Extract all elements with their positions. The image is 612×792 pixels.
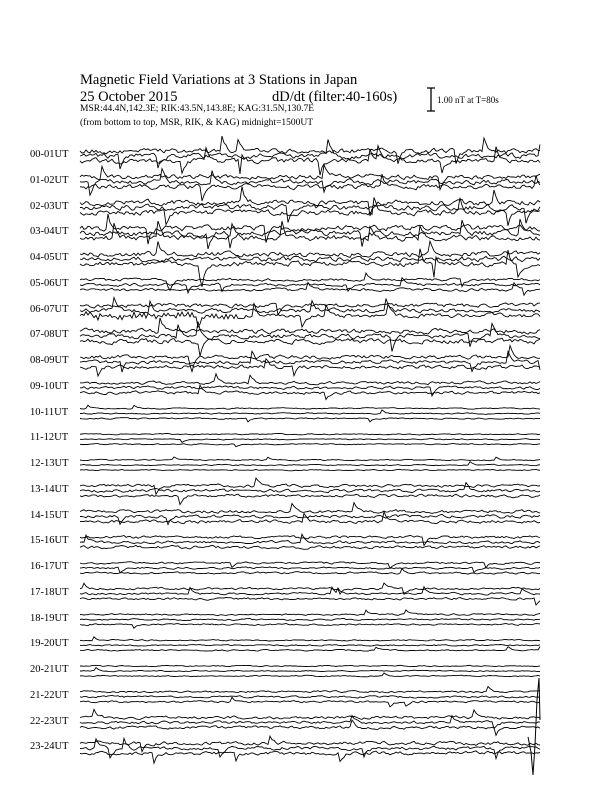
hour-label-00-01ut: 00-01UT [30,149,69,160]
hour-label-21-22ut: 21-22UT [30,689,69,701]
trace-rik-21-22ut [80,695,540,698]
trace-rik-18-19ut [80,619,540,621]
trace-kag-10-11ut [80,418,540,422]
hour-label-02-03ut: 02-03UT [30,200,69,212]
trace-rik-10-11ut [80,410,540,415]
hour-label-08-09ut: 08-09UT [30,355,69,366]
trace-msr-07-08ut [80,318,540,334]
trace-msr-10-11ut [80,405,540,409]
trace-kag-14-15ut [80,512,540,524]
hour-label-19-20ut: 19-20UT [30,638,69,650]
hour-label-14-15ut: 14-15UT [30,509,69,521]
hour-label-05-06ut: 05-06UT [30,277,69,289]
trace-rik-12-13ut [80,462,540,466]
trace-rik-20-21ut [80,668,540,672]
chart-title: Magnetic Field Variations at 3 Stations in Japan [80,72,358,88]
hour-label-13-14ut: 13-14UT [30,483,69,495]
trace-msr-03-04ut [80,214,540,244]
hour-label-23-24ut: 23-24UT [30,741,69,753]
hour-label-12-13ut: 12-13UT [30,458,69,469]
trace-kag-13-14ut [80,494,540,505]
stations-label: MSR:44.4N,142.3E; RIK:43.5N,143.8E; KAG:31.5N,130.7E [80,104,315,114]
hour-label-01-02ut: 01-02UT [30,174,69,186]
trace-msr-11-12ut [80,434,540,436]
trace-rik-08-09ut [80,351,540,372]
hour-label-06-07ut: 06-07UT [30,303,69,315]
trace-rik-06-07ut [80,298,540,314]
trace-kag-16-17ut [80,569,540,575]
hour-label-18-19ut: 18-19UT [30,612,69,624]
hour-label-09-10ut: 09-10UT [30,380,69,392]
trace-rik-07-08ut [80,322,540,352]
hour-label-16-17ut: 16-17UT [30,561,69,572]
trace-kag-22-23ut [80,720,540,735]
trace-rik-09-10ut [80,386,540,396]
trace-kag-17-18ut [80,597,540,605]
hour-label-20-21ut: 20-21UT [30,664,69,675]
trace-rik-02-03ut [80,204,540,223]
trace-msr-18-19ut [80,610,540,616]
trace-rik-13-14ut [80,483,540,493]
trace-rik-19-20ut [80,645,540,647]
trace-rik-14-15ut [80,514,540,524]
trace-rik-03-04ut [80,219,540,249]
hour-label-15-16ut: 15-16UT [30,535,69,547]
hour-label-11-12ut: 11-12UT [30,432,69,444]
trace-kag-23-24ut [80,751,540,763]
trace-msr-04-05ut [80,241,540,257]
trace-kag-11-12ut [80,444,540,447]
trace-rik-11-12ut [80,439,540,443]
trace-rik-15-16ut [80,534,540,544]
trace-msr-22-23ut [80,709,540,719]
trace-kag-18-19ut [80,624,540,629]
trace-msr-21-22ut [80,687,540,693]
trace-kag-21-22ut [80,697,540,707]
hour-label-07-08ut: 07-08UT [30,329,69,341]
trace-kag-19-20ut [80,647,540,652]
trace-msr-19-20ut [80,637,540,641]
trace-rik-23-24ut [80,738,540,758]
scale-bar-label: 1.00 nT at T=80s [437,95,499,105]
trace-msr-14-15ut [80,503,540,514]
hour-label-22-23ut: 22-23UT [30,715,69,727]
trace-rik-04-05ut [80,256,540,262]
order-note: (from bottom to top, MSR, RIK, & KAG) midnight=1500UT [80,118,314,128]
trace-msr-12-13ut [80,457,540,461]
trace-msr-05-06ut [80,273,540,290]
trace-kag-12-13ut [80,469,540,471]
trace-msr-20-21ut [80,665,540,666]
trace-kag-20-21ut [80,673,540,677]
hour-label-17-18ut: 17-18UT [30,586,69,598]
trace-kag-15-16ut [80,545,540,549]
hour-label-10-11ut: 10-11UT [30,406,69,418]
hour-label-04-05ut: 04-05UT [30,252,69,263]
trace-msr-09-10ut [80,374,540,385]
trace-rik-00-01ut [80,140,540,170]
trace-kag-01-02ut [80,174,540,201]
trace-kag-07-08ut [80,338,540,356]
trace-rik-01-02ut [80,169,540,196]
trace-msr-13-14ut [80,478,540,494]
date-label: 25 October 2015 [80,89,178,105]
hour-label-03-04ut: 03-04UT [30,226,69,238]
scale-bar [427,88,435,111]
trace-msr-15-16ut [80,535,540,545]
trace-msr-01-02ut [80,165,540,190]
quantity-label: dD/dt (filter:40-160s) [272,89,398,105]
trace-msr-17-18ut [80,583,540,594]
